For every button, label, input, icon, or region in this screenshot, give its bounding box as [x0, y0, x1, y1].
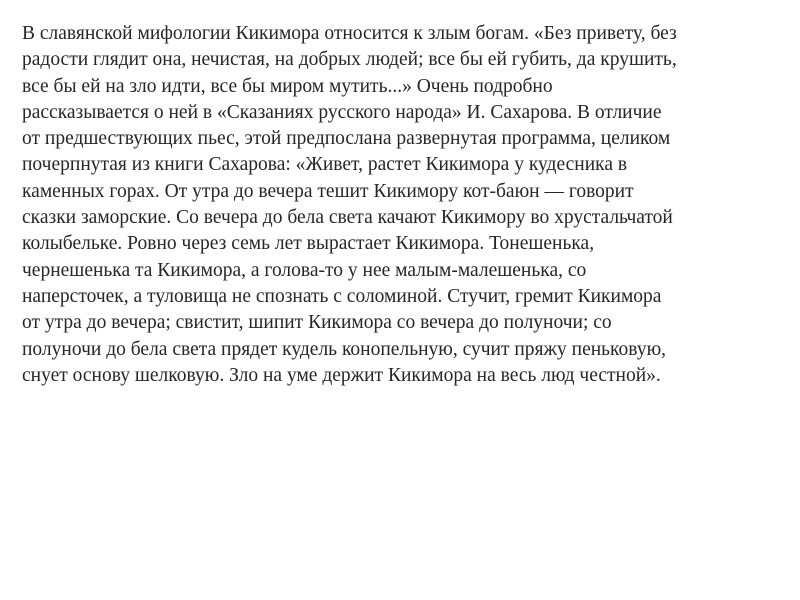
text-line: наперсточек, а туловища не спознать с соломиной. Стучит, гремит Кикимора [22, 285, 662, 307]
text-line: полуночи до бела света прядет кудель конопельную, сучит пряжу пеньковую, [22, 338, 667, 360]
text-line: почерпнутая из книги Сахарова: «Живет, растет Кикимора у кудесника в [22, 154, 628, 176]
text-line: снует основу шелковую. Зло на уме держит Кикимора на весь люд честной». [22, 364, 661, 386]
text-line: все бы ей на зло идти, все бы миром мутить...» Очень подробно [22, 75, 553, 97]
text-line: рассказывается о ней в «Сказаниях русского народа» И. Сахарова. В отличие [22, 101, 662, 123]
text-line: от утра до вечера; свистит, шипит Кикимора со вечера до полуночи; со [22, 312, 612, 334]
text-line: радости глядит она, нечистая, на добрых людей; все бы ей губить, да крушить, [22, 49, 677, 71]
text-line: сказки заморские. Со вечера до бела света качают Кикимору во хрустальчатой [22, 207, 673, 229]
text-line: от предшествующих пьес, этой предпослана развернутая программа, целиком [22, 128, 671, 150]
text-line: В славянской мифологии Кикимора относится к злым богам. «Без привету, без [22, 23, 677, 44]
text-line: каменных горах. От утра до вечера тешит Кикимору кот-баюн — говорит [22, 180, 634, 202]
text-line: колыбельке. Ровно через семь лет вырастает Кикимора. Тонешенька, [22, 233, 595, 255]
text-line: чернешенька та Кикимора, а голова-то у нее малым-малешенька, со [22, 259, 587, 281]
paragraph [22, 21, 782, 389]
